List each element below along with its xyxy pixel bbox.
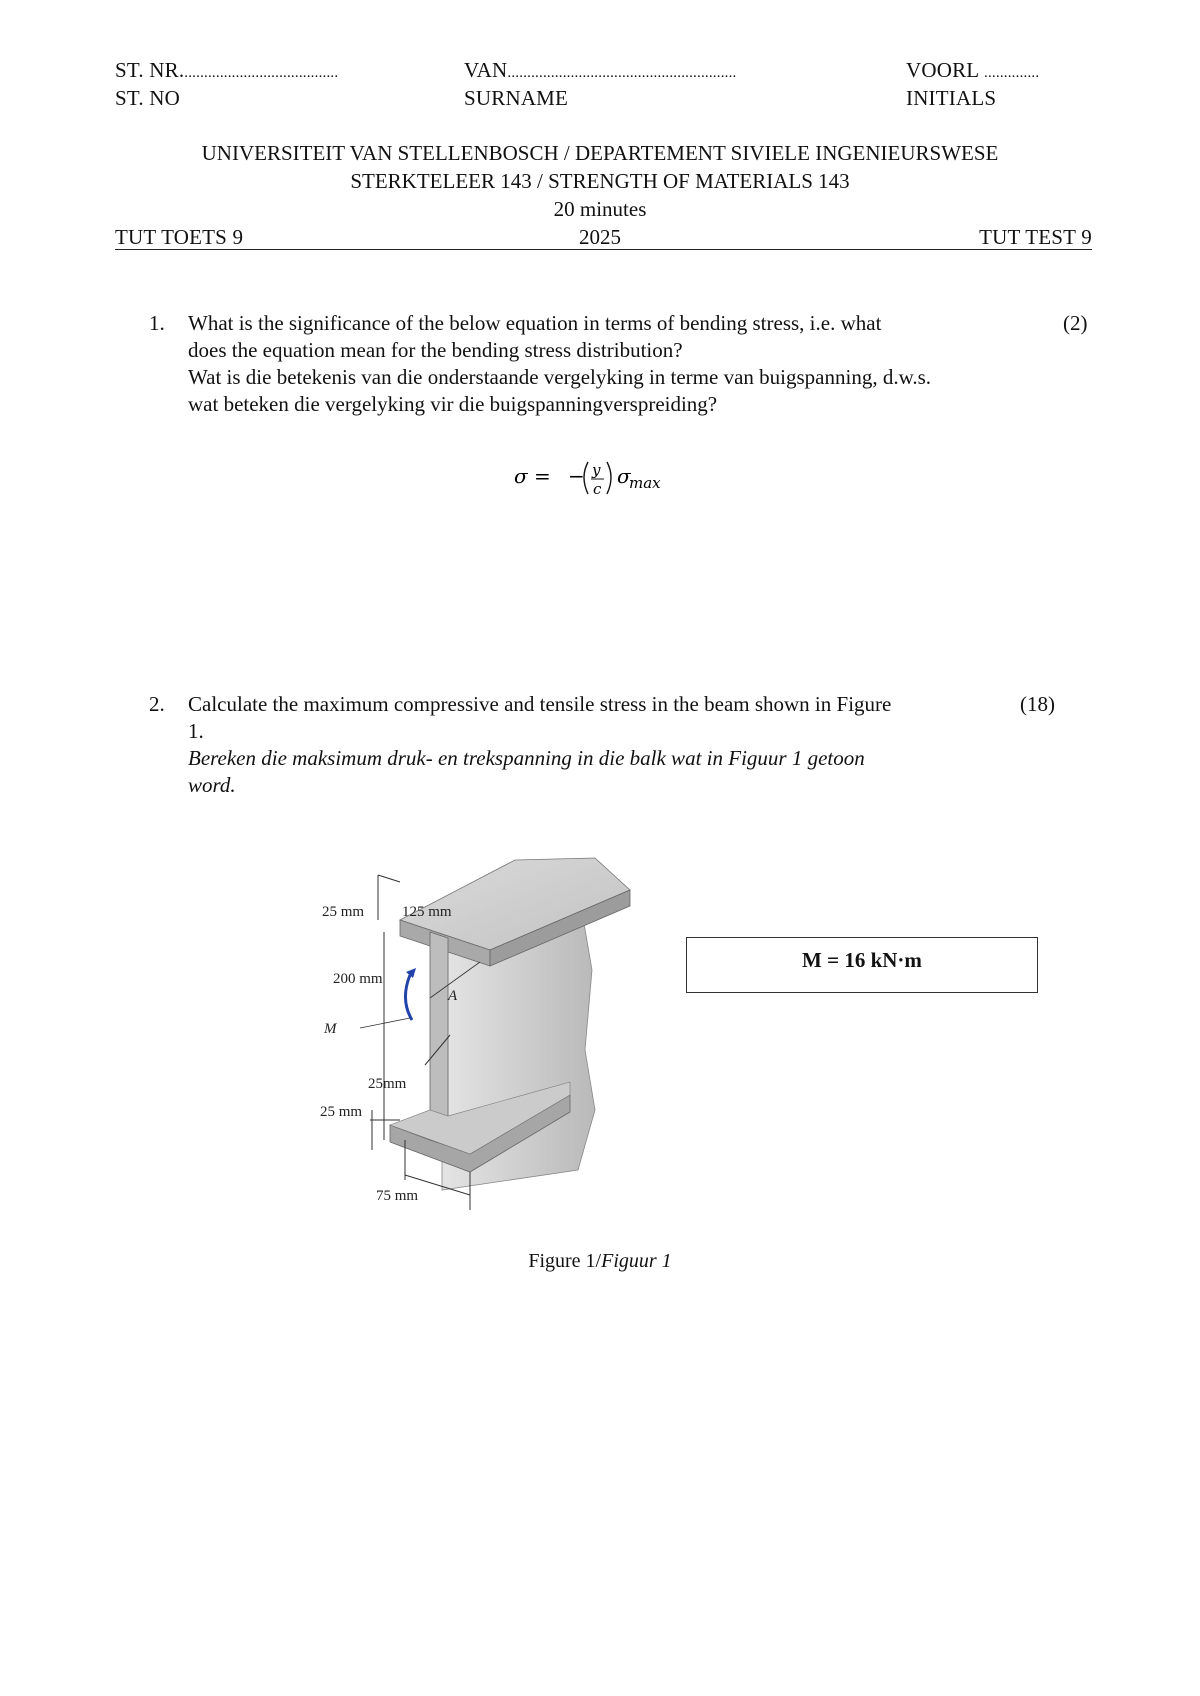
- university-title: UNIVERSITEIT VAN STELLENBOSCH / DEPARTEMENT SIVIELE INGENIEURSWESE: [201, 141, 999, 165]
- question-1-text: [188, 310, 1088, 418]
- dim-bottom-width: 75 mm: [376, 1188, 419, 1204]
- question-1-line: does the equation mean for the bending stress distribution?: [188, 338, 683, 362]
- right-paren: [607, 462, 611, 494]
- surname-field: [464, 58, 737, 83]
- figure-caption-af: Figuur 1: [601, 1250, 672, 1272]
- question-1-marks: (2): [1063, 311, 1088, 335]
- student-number-label: ST. NR.: [115, 58, 185, 82]
- question-2-marks: (18): [1020, 692, 1055, 716]
- initials-blank: ..............: [984, 65, 1040, 81]
- question-2-line-af: word.: [188, 773, 236, 797]
- i-beam-figure: [320, 850, 630, 1220]
- question-1-line: What is the significance of the below equation in terms of bending stress, i.e. what: [188, 311, 882, 335]
- question-1-number: 1.: [149, 311, 165, 335]
- dim-web-thickness: 25mm: [368, 1076, 407, 1092]
- question-2-line-af: Bereken die maksimum druk- en trekspanning in die balk wat in Figuur 1 getoon: [188, 746, 865, 770]
- dim-bottom-flange-thickness: 25 mm: [320, 1104, 363, 1120]
- surname-label: VAN: [464, 58, 508, 82]
- point-a-label: A: [448, 988, 458, 1004]
- question-1-line: Wat is die betekenis van die onderstaande vergelyking in terme van buigspanning, d.w.s.: [188, 365, 932, 389]
- duration: 20 minutes: [553, 197, 647, 221]
- initials-label-en: INITIALS: [906, 86, 997, 110]
- question-1-line: wat beteken die vergelyking vir die buigspanningverspreiding?: [188, 392, 718, 416]
- formula-numerator: y: [592, 461, 601, 479]
- test-name-af: TUT TOETS 9: [115, 225, 244, 249]
- formula-sigma: σ: [617, 464, 631, 488]
- formula-denominator: c: [593, 480, 602, 498]
- dim-top-flange-thickness: 25 mm: [322, 904, 365, 920]
- student-number-blank: .......................................: [184, 65, 339, 81]
- figure-caption: [0, 1250, 1200, 1273]
- student-number-field: [115, 58, 338, 83]
- moment-label: M: [324, 1021, 337, 1037]
- moment-leader: [360, 1018, 410, 1028]
- test-year: 2025: [579, 225, 621, 249]
- formula-minus: −: [568, 464, 585, 488]
- title-rule: [115, 249, 1092, 250]
- test-name-en: TUT TEST 9: [979, 225, 1092, 249]
- moment-arrow: [405, 975, 412, 1020]
- dim-web-height: 200 mm: [333, 971, 383, 987]
- formula-lhs: σ =: [514, 464, 551, 488]
- moment-value-box: M = 16 kN·m: [686, 937, 1038, 993]
- student-number-label-en: ST. NO: [115, 86, 180, 110]
- initials-label: VOORL: [906, 58, 979, 82]
- dim-flange-width: 125 mm: [402, 904, 452, 920]
- question-2-line: 1.: [188, 719, 204, 743]
- formula-subscript: max: [629, 474, 661, 492]
- surname-blank: ..........................................................: [507, 65, 737, 81]
- figure-caption-en: Figure 1/: [528, 1250, 602, 1272]
- bending-stress-formula: [510, 450, 710, 502]
- course-title: STERKTELEER 143 / STRENGTH OF MATERIALS 143: [350, 169, 850, 193]
- question-2-number: 2.: [149, 692, 165, 716]
- initials-field: [906, 58, 1039, 83]
- question-2-text: [188, 691, 1088, 799]
- surname-label-en: SURNAME: [464, 86, 569, 110]
- question-2-line: Calculate the maximum compressive and tensile stress in the beam shown in Figure: [188, 692, 892, 716]
